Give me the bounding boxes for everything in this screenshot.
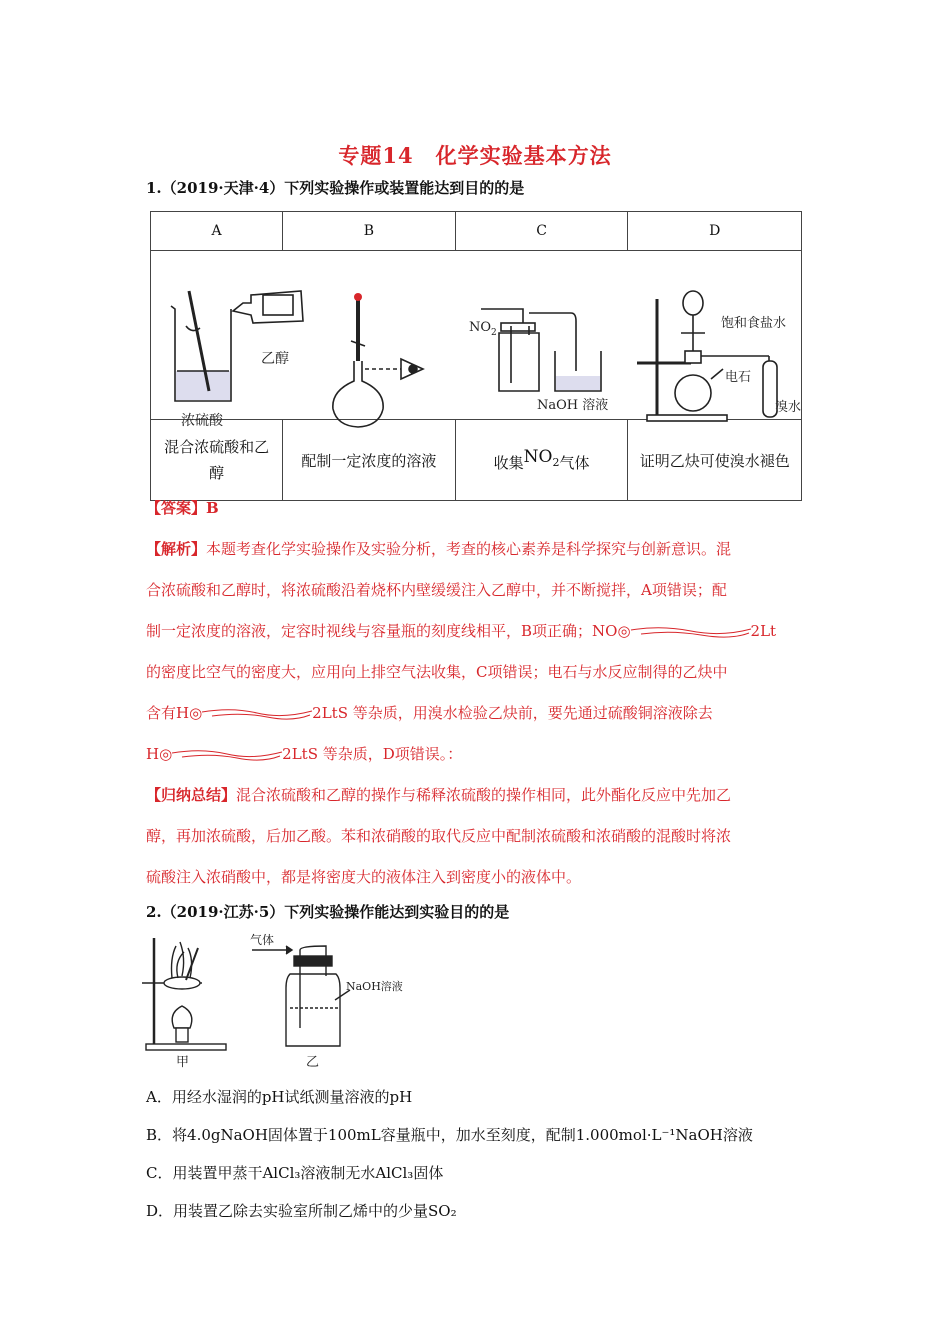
analysis-line-6: H◎ 2LtS 等杂质，D项错误。： [146, 745, 463, 763]
apparatus-jia [142, 938, 226, 1050]
analysis-line-2: 合浓硫酸和乙醇时，将浓硫酸沿着烧杯内壁缓缓注入乙醇中，并不断搅拌，A项错误；配 [146, 581, 727, 599]
apparatus-figures [151, 251, 802, 429]
label-brine: 饱和食盐水 [721, 316, 787, 331]
summary-line-1: 【归纳总结】混合浓硫酸和乙醇的操作与稀释浓硫酸的操作相同，此外酯化反应中先加乙 [146, 786, 732, 804]
apparatus-b [333, 293, 423, 427]
label-no2: $NO_2$ [469, 320, 497, 338]
option-d-desc: 证明乙炔可使溴水褪色 [628, 420, 802, 501]
analysis-line-5: 含有H◎ 2LtS 等杂质，用溴水检验乙炔前，要先通过硫酸铜溶液除去 [146, 704, 713, 722]
analysis-line-4: 的密度比空气的密度大，应用向上排空气法收集，C项错误；电石与水反应制得的乙炔中 [146, 663, 728, 681]
question-2-figures [140, 928, 440, 1073]
analysis-line-3: 制一定浓度的溶液，定容时视线与容量瓶的刻度线相平，B项正确；NO◎ 2Lt [146, 622, 777, 640]
question-2-stem: 2.（2019·江苏·5）下列实验操作能达到实验目的的是 [146, 903, 510, 921]
apparatus-d [637, 291, 777, 421]
label-jia: 甲 [176, 1055, 190, 1070]
answer-line: 【答案】B [146, 499, 219, 517]
option-c-header: C [455, 212, 628, 251]
label-ethanol: 乙醇 [261, 351, 289, 367]
page-title: 专题14 化学实验基本方法 [338, 143, 612, 168]
question-2-option-d: D．用装置乙除去实验室所制乙烯中的少量SO₂ [146, 1202, 457, 1220]
label-naoh-2: NaOH溶液 [346, 980, 403, 993]
question-1-stem: 1.（2019·天津·4）下列实验操作或装置能达到目的的是 [146, 179, 525, 197]
question-2-option-b: B．将4.0gNaOH固体置于100mL容量瓶中，加水至刻度，配制1.000mol·L⁻¹NaOH溶液 [146, 1126, 753, 1144]
label-gas: 气体 [250, 933, 275, 947]
apparatus-a [171, 291, 303, 401]
analysis-line-1: 【解析】本题考查化学实验操作及实验分析，考查的核心素养是科学探究与创新意识。混 [146, 540, 732, 558]
question-2-option-a: A．用经水湿润的pH试纸测量溶液的pH [146, 1088, 413, 1106]
summary-line-2: 醇，再加浓硫酸，后加乙酸。苯和浓硝酸的取代反应中配制浓硫酸和浓硝酸的混酸时将浓 [146, 827, 732, 845]
option-b-desc: 配制一定浓度的溶液 [283, 420, 456, 501]
apparatus-yi [252, 946, 350, 1046]
option-d-header: D [628, 212, 802, 251]
option-c-desc: 收集NO2气体 [455, 420, 628, 501]
apparatus-c [481, 309, 601, 391]
question-1-table [150, 211, 802, 501]
question-2-option-c: C．用装置甲蒸干AlCl₃溶液制无水AlCl₃固体 [146, 1164, 444, 1182]
option-b-header: B [283, 212, 456, 251]
label-carbide: 电石 [725, 370, 752, 385]
option-a-desc: 混合浓硫酸和乙 醇 [151, 420, 283, 501]
label-yi: 乙 [306, 1055, 320, 1070]
option-a-header: A [151, 212, 283, 251]
label-conc-acid: 浓硫酸 [181, 413, 223, 429]
label-naoh: NaOH 溶液 [537, 398, 609, 413]
summary-line-3: 硫酸注入浓硝酸中，都是将密度大的液体注入到密度小的液体中。 [146, 868, 582, 886]
label-bromine: 溴水 [775, 400, 802, 415]
